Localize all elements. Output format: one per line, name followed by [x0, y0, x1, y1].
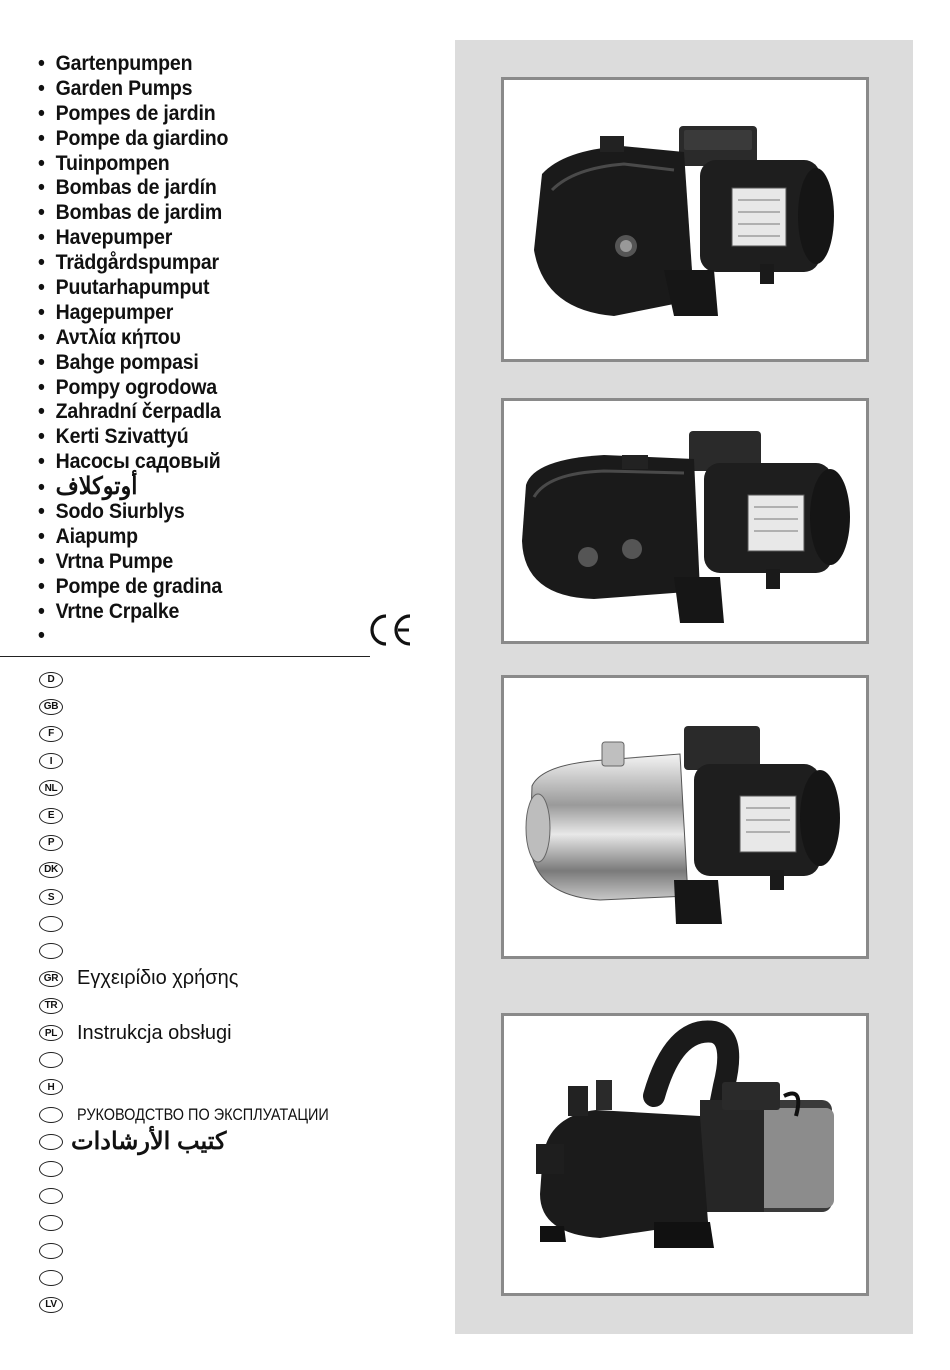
language-code-badge: GR [39, 971, 63, 987]
product-title-item [38, 226, 228, 251]
language-code-badge: D [39, 672, 63, 688]
product-title-item [38, 326, 228, 351]
language-code-badge: PL [39, 1025, 63, 1041]
product-title-item [38, 425, 228, 450]
language-code-badge: LV [39, 1297, 63, 1313]
product-title-item [38, 550, 228, 575]
stainless-steel-jet-pump-image [504, 678, 866, 956]
product-title-text: Sodo Siurblys [55, 500, 185, 524]
language-code-badge [39, 943, 63, 959]
product-title-item [38, 102, 228, 127]
language-code-badge [39, 1134, 63, 1150]
bullet-icon: • [38, 476, 45, 500]
language-item [39, 1264, 373, 1291]
language-code-badge: F [39, 726, 63, 742]
product-title-text: Насосы садовый [55, 450, 221, 474]
product-title-item [38, 276, 228, 301]
bullet-icon: • [38, 201, 45, 225]
cast-iron-jet-pump-image-2 [504, 401, 866, 641]
bullet-icon: • [38, 151, 45, 175]
language-item [39, 829, 373, 856]
product-title-item [38, 400, 228, 425]
language-item [39, 1019, 373, 1046]
language-code-badge [39, 916, 63, 932]
product-title-text: Pompe da giardino [55, 126, 229, 150]
plastic-garden-pump-image [504, 1016, 866, 1293]
bullet-icon: • [38, 425, 45, 449]
language-code-badge [39, 1107, 63, 1123]
language-item [39, 1047, 373, 1074]
language-item [39, 720, 373, 747]
language-code-badge [39, 1161, 63, 1177]
product-title-item [38, 351, 228, 376]
bullet-icon: • [38, 350, 45, 374]
product-title-item [38, 376, 228, 401]
language-code-badge: I [39, 753, 63, 769]
bullet-icon: • [38, 226, 45, 250]
language-list [39, 666, 373, 1319]
product-title-item [38, 52, 228, 77]
bullet-icon: • [38, 52, 45, 75]
product-title-text: Havepumper [55, 226, 173, 250]
cast-iron-jet-pump-image [504, 80, 866, 359]
language-code-badge [39, 1052, 63, 1068]
language-code-badge [39, 1270, 63, 1286]
product-title-text: Pompy ogrodowa [55, 375, 217, 399]
product-title-text: Bombas de jardim [55, 201, 223, 225]
product-title-text: Αντλία κήπου [55, 325, 181, 349]
product-title-text: Pompe de gradina [55, 574, 222, 598]
product-title-item [38, 600, 228, 625]
product-title-text: Pompes de jardin [55, 101, 216, 125]
bullet-icon: • [38, 524, 45, 548]
language-item [39, 748, 373, 775]
bullet-icon: • [38, 500, 45, 524]
section-divider [0, 656, 370, 657]
product-title-text: Vrtna Pumpe [55, 549, 174, 573]
bullet-icon: • [38, 624, 45, 648]
product-title-item [38, 301, 228, 326]
language-item [39, 1210, 373, 1237]
product-title-text: Aiapump [55, 524, 138, 548]
bullet-icon: • [38, 276, 45, 300]
product-title-text: Trädgårdspumpar [55, 251, 219, 275]
bullet-icon: • [38, 176, 45, 200]
language-item [39, 884, 373, 911]
language-manual-title: كتيب الأرشادات [71, 1128, 227, 1156]
product-title-text: Bahge pompasi [55, 350, 199, 374]
product-title-item [38, 251, 228, 276]
product-title-item [38, 525, 228, 550]
product-title-text: Puutarhapumput [55, 276, 210, 300]
language-item [39, 1074, 373, 1101]
bullet-icon: • [38, 599, 45, 623]
pump-photo-3 [501, 675, 869, 959]
pump-photo-1 [501, 77, 869, 362]
product-title-item [38, 127, 228, 152]
bullet-icon: • [38, 574, 45, 598]
language-item [39, 1155, 373, 1182]
language-code-badge: P [39, 835, 63, 851]
product-title-item [38, 624, 228, 649]
product-title-item [38, 475, 228, 500]
language-code-badge: DK [39, 862, 63, 878]
product-title-item [38, 201, 228, 226]
pump-photo-4 [501, 1013, 869, 1296]
ce-mark-icon [366, 610, 416, 650]
product-title-item [38, 77, 228, 102]
language-code-badge [39, 1188, 63, 1204]
bullet-icon: • [38, 126, 45, 150]
product-title-text: Gartenpumpen [55, 52, 193, 75]
language-item [39, 693, 373, 720]
pump-photo-2 [501, 398, 869, 644]
language-item [39, 911, 373, 938]
language-item [39, 1101, 373, 1128]
product-title-text: Zahradní čerpadla [55, 400, 221, 424]
product-title-text: Hagepumper [55, 300, 174, 324]
language-manual-title: Εγχειρίδιο χρήσης [77, 967, 239, 990]
language-item [39, 965, 373, 992]
product-title-item [38, 450, 228, 475]
language-item [39, 1291, 373, 1318]
language-code-badge: H [39, 1079, 63, 1095]
language-code-badge: TR [39, 998, 63, 1014]
language-code-badge [39, 1215, 63, 1231]
product-title-item [38, 575, 228, 600]
language-item [39, 992, 373, 1019]
bullet-icon: • [38, 101, 45, 125]
language-code-badge [39, 1243, 63, 1259]
bullet-icon: • [38, 549, 45, 573]
product-title-text: Bombas de jardín [55, 176, 217, 200]
language-manual-title: РУКОВОДСТВО ПО ЭКСПЛУАТАЦИИ [77, 1104, 329, 1124]
language-code-badge: NL [39, 780, 63, 796]
product-title-text: أوتوكلاف [55, 473, 138, 501]
product-image-panel [455, 40, 913, 1334]
language-item [39, 938, 373, 965]
product-title-item [38, 500, 228, 525]
bullet-icon: • [38, 251, 45, 275]
bullet-icon: • [38, 450, 45, 474]
language-code-badge: S [39, 889, 63, 905]
bullet-icon: • [38, 325, 45, 349]
product-title-list [38, 52, 243, 649]
bullet-icon: • [38, 76, 45, 100]
language-item [39, 802, 373, 829]
bullet-icon: • [38, 400, 45, 424]
language-code-badge: GB [39, 699, 63, 715]
bullet-icon: • [38, 375, 45, 399]
product-title-item [38, 176, 228, 201]
language-item [39, 1183, 373, 1210]
product-title-text: Vrtne Crpalke [55, 599, 180, 623]
language-item [39, 666, 373, 693]
product-title-text: Garden Pumps [55, 76, 193, 100]
product-title-item [38, 152, 228, 177]
language-item [39, 775, 373, 802]
product-title-text: Tuinpompen [55, 151, 170, 175]
bullet-icon: • [38, 300, 45, 324]
language-item [39, 1237, 373, 1264]
product-title-text: Kerti Szivattyú [55, 425, 189, 449]
language-code-badge: E [39, 808, 63, 824]
language-item [39, 856, 373, 883]
language-item [39, 1128, 373, 1155]
language-manual-title: Instrukcja obsługi [77, 1021, 232, 1044]
